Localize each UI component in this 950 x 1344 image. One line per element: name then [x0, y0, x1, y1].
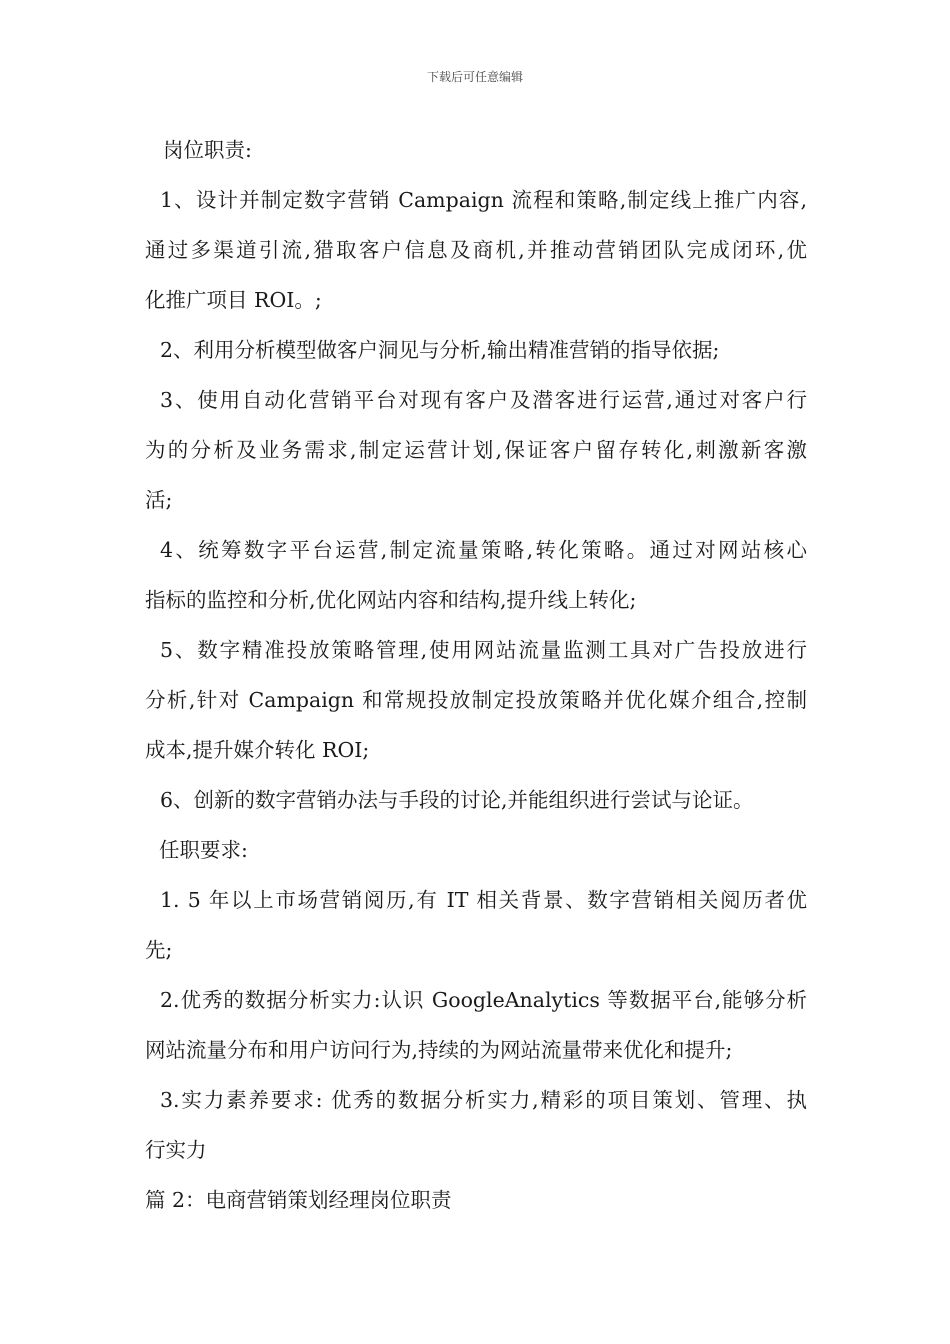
paragraph-line: 分析,针对 Campaign 和常规投放制定投放策略并优化媒介组合,控制	[145, 688, 807, 712]
page-header: 下载后可任意编辑	[426, 70, 523, 84]
paragraph-line: 4、统筹数字平台运营,制定流量策略,转化策略。通过对网站核心	[160, 538, 807, 562]
paragraph-line: 活;	[145, 488, 173, 512]
paragraph-line: 3、使用自动化营销平台对现有客户及潜客进行运营,通过对客户行	[160, 388, 807, 412]
paragraph-line: 1. 5 年以上市场营销阅历,有 IT 相关背景、数字营销相关阅历者优	[160, 888, 807, 912]
section-heading-requirements: 任职要求:	[159, 838, 248, 862]
paragraph-line: 3.实力素养要求: 优秀的数据分析实力,精彩的项目策划、管理、执	[160, 1088, 807, 1112]
section-heading-responsibilities: 岗位职责:	[163, 138, 252, 162]
chapter-title: 篇 2：电商营销策划经理岗位职责	[145, 1188, 452, 1212]
paragraph-line: 网站流量分布和用户访问行为,持续的为网站流量带来优化和提升;	[145, 1038, 733, 1062]
paragraph-line: 2.优秀的数据分析实力:认识 GoogleAnalytics 等数据平台,能够分析	[160, 988, 807, 1012]
document-body	[145, 130, 807, 1230]
paragraph-line: 成本,提升媒介转化 ROI;	[145, 738, 370, 762]
paragraph-line: 先;	[145, 938, 173, 962]
paragraph-line: 通过多渠道引流,猎取客户信息及商机,并推动营销团队完成闭环,优	[145, 238, 807, 262]
paragraph-line: 1、设计并制定数字营销 Campaign 流程和策略,制定线上推广内容,	[160, 188, 807, 212]
paragraph-line: 2、利用分析模型做客户洞见与分析,输出精准营销的指导依据;	[160, 338, 720, 362]
paragraph-line: 5、数字精准投放策略管理,使用网站流量监测工具对广告投放进行	[160, 638, 807, 662]
paragraph-line: 6、创新的数字营销办法与手段的讨论,并能组织进行尝试与论证。	[160, 788, 754, 812]
paragraph-line: 指标的监控和分析,优化网站内容和结构,提升线上转化;	[145, 588, 637, 612]
paragraph-line: 化推广项目 ROI。;	[145, 288, 322, 312]
paragraph-line: 为的分析及业务需求,制定运营计划,保证客户留存转化,刺激新客激	[145, 438, 807, 462]
paragraph-line: 行实力	[145, 1138, 207, 1162]
